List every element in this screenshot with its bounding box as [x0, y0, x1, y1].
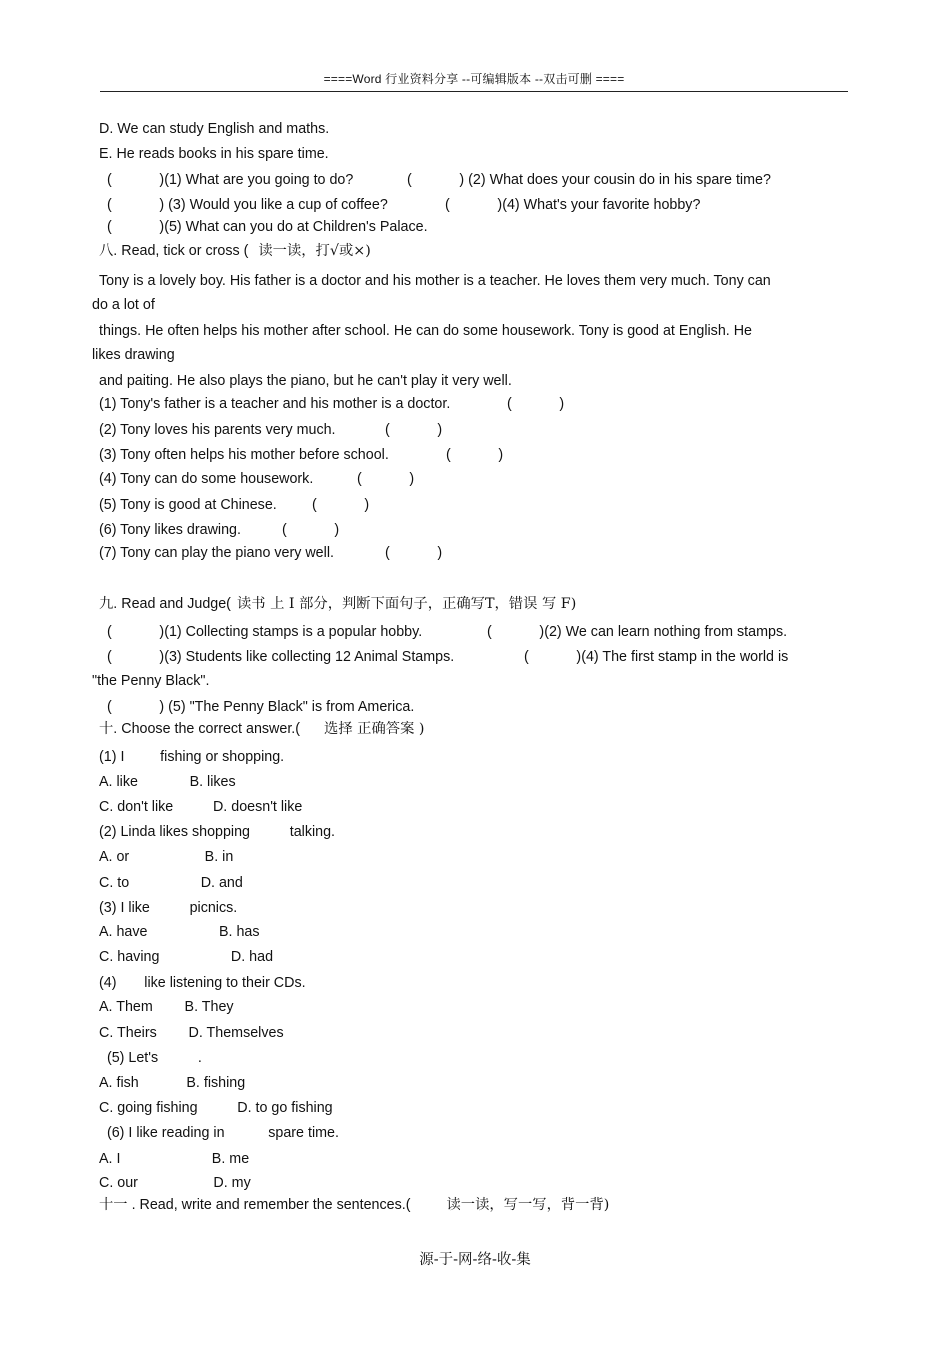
answer-paren: ( )	[385, 545, 443, 561]
choice-line: C. having D. had	[99, 949, 274, 965]
section-8-title-en: 八. Read, tick or cross (	[99, 243, 249, 259]
choice-line: (6) I like reading in spare time.	[99, 1125, 339, 1141]
judge-item-1: (1) Tony's father is a teacher and his mother is a doctor.	[99, 396, 451, 412]
judge-item-5: (5) Tony is good at Chinese.	[99, 497, 277, 513]
section-8-title	[99, 243, 371, 260]
choice-line: A. I B. me	[99, 1151, 250, 1167]
judge-question-1: ( )(1) Collecting stamps is a popular hobby.	[107, 624, 423, 640]
match-question-4: ( )(4) What's your favorite hobby?	[445, 197, 701, 213]
choice-line: (1) I fishing or shopping.	[99, 749, 285, 765]
judge-item-6: (6) Tony likes drawing.	[99, 522, 241, 538]
passage-line: likes drawing	[92, 347, 175, 363]
choice-line: A. have B. has	[99, 924, 260, 940]
match-question-5: ( )(5) What can you do at Children's Palace.	[107, 219, 428, 235]
answer-paren: ( )	[312, 497, 370, 513]
choice-line: (3) I like picnics.	[99, 900, 238, 916]
choice-line: C. Theirs D. Themselves	[99, 1025, 284, 1041]
section-8-title-cn: 读一读，打√或×)	[258, 243, 371, 259]
answer-paren: ( )	[282, 522, 340, 538]
section-9-title	[99, 596, 576, 613]
section-10-title-en: 十. Choose the correct answer.(	[99, 721, 301, 737]
judge-item-4: (4) Tony can do some housework.	[99, 471, 314, 487]
header-rule	[100, 91, 848, 92]
judge-question-4-cont: "the Penny Black".	[92, 673, 210, 689]
match-question-2: ( ) (2) What does your cousin do in his spare time?	[407, 172, 771, 188]
choice-line: (2) Linda likes shopping talking.	[99, 824, 336, 840]
section-9-title-en: 九. Read and Judge(	[99, 596, 231, 612]
choice-line: A. Them B. They	[99, 999, 234, 1015]
answer-paren: ( )	[385, 422, 443, 438]
answer-paren: ( )	[357, 471, 415, 487]
choice-line: C. don't like D. doesn't like	[99, 799, 303, 815]
choice-line: C. our D. my	[99, 1175, 251, 1191]
section-10-title-cn: 选择 正确答案 )	[324, 721, 425, 737]
choice-line: (5) Let's .	[99, 1050, 202, 1066]
passage-line: things. He often helps his mother after school. He can do some housework. Tony is good at English. He	[99, 323, 752, 339]
passage-line: Tony is a lovely boy. His father is a doctor and his mother is a teacher. He loves them very much. Tony can	[99, 273, 771, 289]
match-question-3: ( ) (3) Would you like a cup of coffee?	[107, 197, 388, 213]
judge-question-4: ( )(4) The first stamp in the world is	[524, 649, 789, 665]
passage-line: and paiting. He also plays the piano, but he can't play it very well.	[99, 373, 512, 389]
choice-line: A. fish B. fishing	[99, 1075, 246, 1091]
section-11-title-cn: 读一读，写一写，背一背)	[446, 1197, 610, 1213]
choice-line: C. going fishing D. to go fishing	[99, 1100, 333, 1116]
judge-item-3: (3) Tony often helps his mother before school.	[99, 447, 389, 463]
section-10-title	[99, 721, 425, 738]
judge-question-2: ( )(2) We can learn nothing from stamps.	[487, 624, 788, 640]
page-footer: 源-于-网-络-收-集	[419, 1252, 531, 1268]
judge-question-5: ( ) (5) "The Penny Black" is from America.	[107, 699, 415, 715]
choice-line: C. to D. and	[99, 875, 243, 891]
choice-line: (4) like listening to their CDs.	[99, 975, 306, 991]
option-e: E. He reads books in his spare time.	[99, 146, 329, 162]
answer-paren: ( )	[507, 396, 565, 412]
choice-line: A. or B. in	[99, 849, 234, 865]
judge-question-3: ( )(3) Students like collecting 12 Animal Stamps.	[107, 649, 455, 665]
choice-line: A. like B. likes	[99, 774, 236, 790]
section-9-title-cn: 读书 上 I 部分，判断下面句子，正确写T，错误 写 F)	[236, 596, 577, 612]
option-d: D. We can study English and maths.	[99, 121, 330, 137]
section-11-title-en: 十一 . Read, write and remember the sentences.(	[99, 1197, 411, 1213]
passage-line: do a lot of	[92, 297, 155, 313]
match-question-1: ( )(1) What are you going to do?	[107, 172, 354, 188]
section-11-title	[99, 1197, 609, 1214]
page-header: ====Word 行业资料分享 --可编辑版本 --双击可删 ====	[323, 72, 625, 86]
answer-paren: ( )	[446, 447, 504, 463]
judge-item-7: (7) Tony can play the piano very well.	[99, 545, 334, 561]
judge-item-2: (2) Tony loves his parents very much.	[99, 422, 336, 438]
